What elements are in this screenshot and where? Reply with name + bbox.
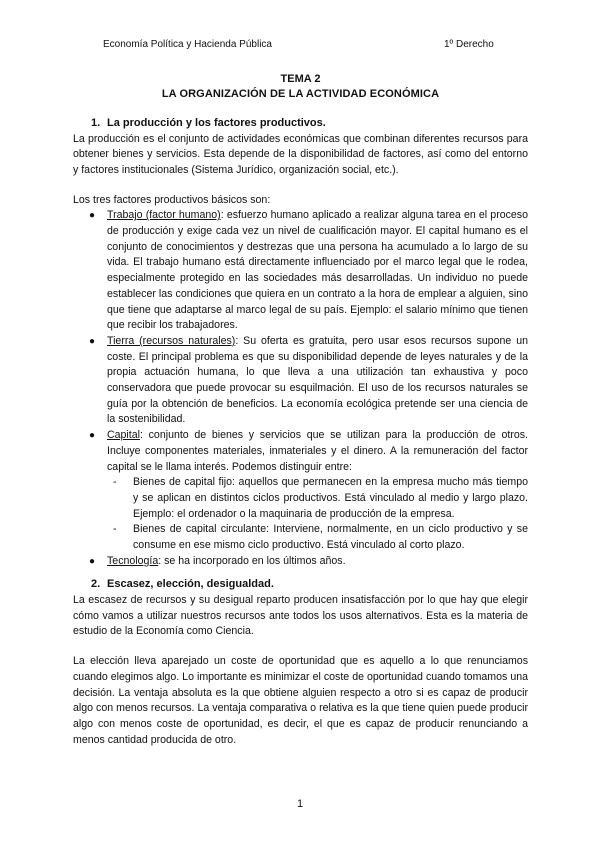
section-2-title: Escasez, elección, desigualdad. xyxy=(107,578,274,591)
section-2-paragraph-2: La elección lleva aparejado un coste de oportunidad que es aquello a lo que renunciamos cuando elegimos algo. Lo importante es minimizar el coste de oportunidad cuando tomamos una decisión. La ventaja absoluta es la que obtiene alguien respecto a otro si es capaz de producir algo con menos recursos. La ventaja comparativa o relativa es la que tiene quien puede producir algo con menos coste de oportunidad, es decir, el que es capaz de producir renunciando a menos cantidad producida de otro. xyxy=(73,655,528,746)
title-block xyxy=(73,72,528,102)
factors-list xyxy=(73,208,528,569)
dash-icon: - xyxy=(113,523,117,536)
bullet-icon: ● xyxy=(89,210,96,222)
factor-capital xyxy=(89,428,528,554)
section-1-heading xyxy=(73,116,528,132)
bullet-icon: ● xyxy=(89,335,96,347)
dash-icon: - xyxy=(113,476,117,489)
factor-text: : esfuerzo humano aplicado a realizar alguna tarea en el proceso de producción y exige cada vez un nivel de cualificación mayor. El capital humano es el conjunto de conocimientos y destrezas que una persona ha acumulado a lo largo de su vida. El trabajo humano está directamente influenciado por el marco legal que le rodea, especialmente protegido en las sociedades más desarrolladas. Un individuo no puede establecer las condiciones que quiera en un contrato a la hora de emplear a alguien, sino que tiene que adaptarse al marco legal de su país. Ejemplo: el salario mínimo que tienen que recibir los trabajadores. xyxy=(107,209,528,332)
topic-title: TEMA 2 xyxy=(280,73,321,85)
capital-sub-text: Bienes de capital circulante: Interviene, normalmente, en un ciclo productivo y se consume en ese mismo ciclo productivo. Está vinculado al corto plazo. xyxy=(133,523,528,552)
capital-fijo xyxy=(113,475,528,522)
factor-text: : se ha incorporado en los últimos años. xyxy=(158,554,346,567)
bullet-icon: ● xyxy=(89,430,96,442)
factor-term: Tierra (recursos naturales) xyxy=(107,334,236,347)
factor-tecnologia xyxy=(89,554,528,570)
factor-trabajo xyxy=(89,208,528,334)
section-2-heading xyxy=(73,577,528,593)
section-1-lead: Los tres factores productivos básicos son: xyxy=(73,193,271,206)
section-1-number: 1. xyxy=(91,117,101,129)
section-1-title: La producción y los factores productivos. xyxy=(107,117,326,129)
page-number: 1 xyxy=(296,798,304,810)
factor-term: Tecnología xyxy=(107,554,159,567)
factor-text: : conjunto de bienes y servicios que se utilizan para la producción de otros. Incluye componentes materiales, inmateriales y el dinero. A la remuneración del factor capital se le llama interés. Podemos distinguir entre: xyxy=(107,429,528,473)
document-body xyxy=(73,72,528,748)
factor-text: : Su oferta es gratuita, pero usar esos recursos supone un coste. El principal problema es que su disponibilidad depende de leyes naturales y de la propia actuación humana, lo que lleva a una utilización tan exhaustiva y poco conservadora que puede provocar su esquilmación. El uso de los recursos naturales se guía por la obtención de beneficios. La economía ecológica pretende ser una ciencia de la sostenibilidad. xyxy=(107,334,528,426)
factor-tierra xyxy=(89,334,528,428)
header-year: 1º Derecho xyxy=(444,39,494,50)
section-2-number: 2. xyxy=(91,578,101,591)
factor-term: Capital xyxy=(107,429,140,442)
capital-sublist xyxy=(107,475,528,554)
section-2-paragraph-1: La escasez de recursos y su desigual reparto producen insatisfacción por lo que hay que elegir cómo vamos a utilizar nuestros recursos ante todos los usos alternativos. Esta es la materia de estudio de la Economía como Ciencia. xyxy=(73,593,528,638)
bullet-icon: ● xyxy=(89,555,96,567)
topic-subtitle: LA ORGANIZACIÓN DE LA ACTIVIDAD ECONÓMICA xyxy=(161,88,440,100)
capital-sub-text: Bienes de capital fijo: aquellos que permanecen en la empresa mucho más tiempo y se aplican en distintos ciclos productivos. Está vinculado al medio y largo plazo. Ejemplo: el ordenador o la maquinaria de producción de la empresa. xyxy=(133,476,528,520)
factor-term: Trabajo (factor humano) xyxy=(107,209,221,222)
header-course: Economía Política y Hacienda Pública xyxy=(103,39,272,50)
capital-circulante xyxy=(113,522,528,553)
section-1-intro: La producción es el conjunto de actividades económicas que combinan diferentes recursos para obtener bienes y servicios. Esta depende de la disponibilidad de factores, así como del entorno y factores institucionales (Sistema Jurídico, organización social, etc.). xyxy=(73,132,528,176)
